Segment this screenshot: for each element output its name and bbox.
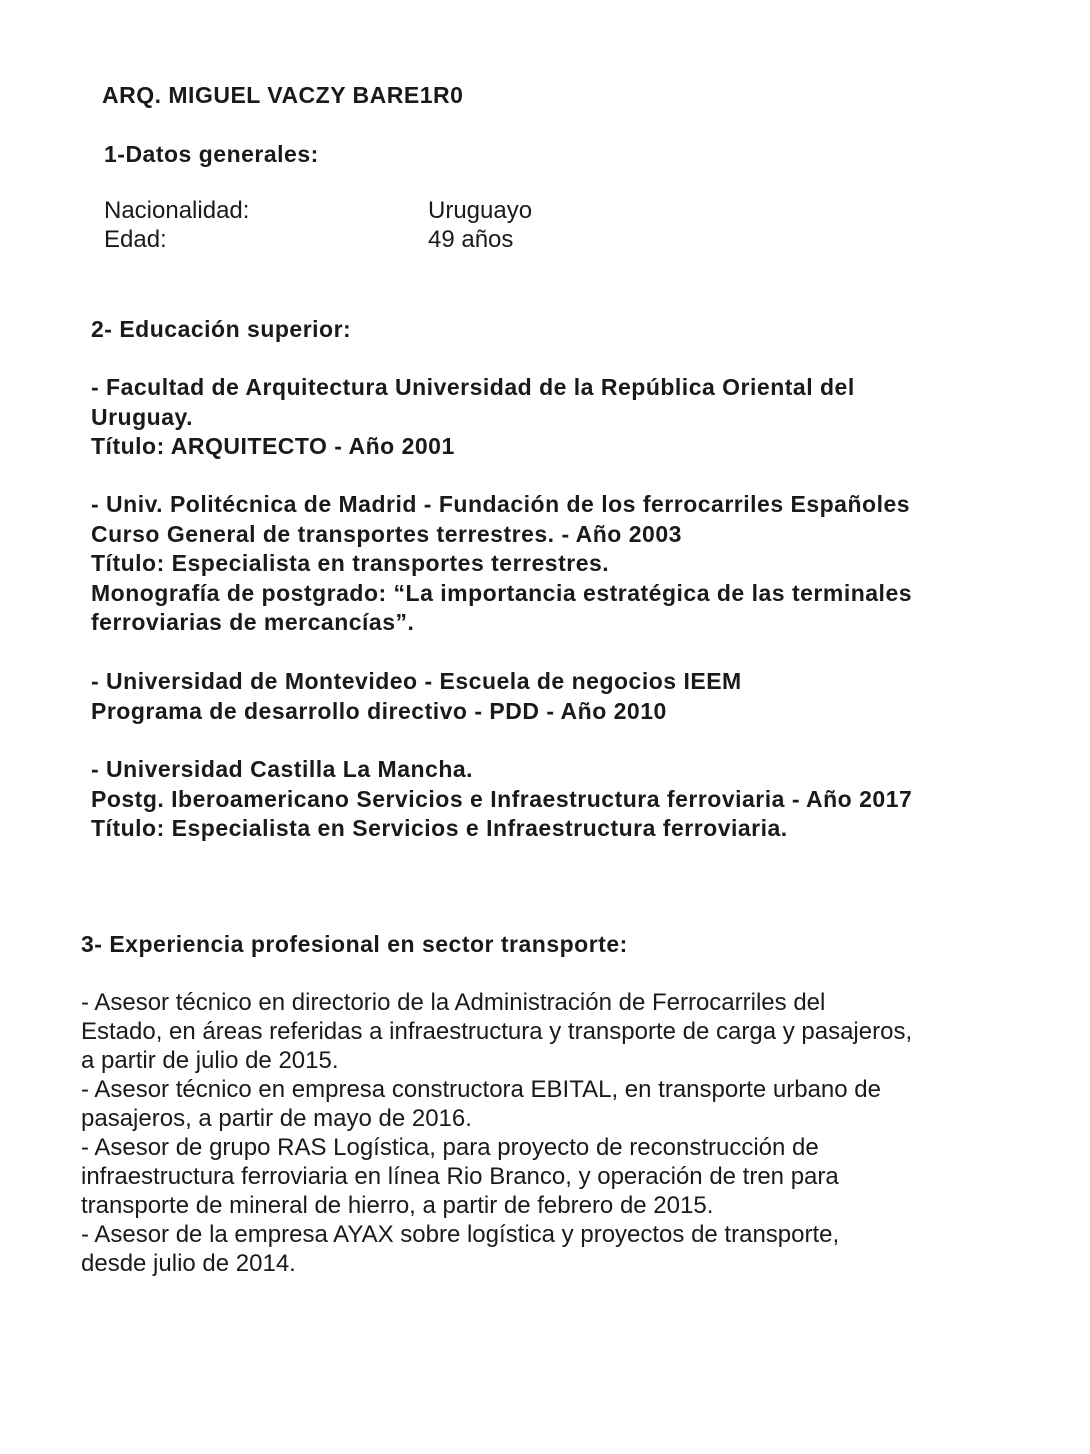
education-entry: [91, 490, 912, 638]
section-heading: 2- Educación superior:: [91, 316, 352, 342]
nationality-value: Uruguayo: [428, 197, 533, 224]
experience-line: - Asesor de grupo RAS Logística, para proyecto de reconstrucción de: [81, 1134, 819, 1161]
experience-line: Estado, en áreas referidas a infraestructura y transporte de carga y pasajeros,: [81, 1018, 913, 1045]
age-label: Edad:: [104, 226, 167, 253]
person-name: ARQ. MIGUEL VACZY BARE1R0: [102, 82, 464, 108]
experience-line: pasajeros, a partir de mayo de 2016.: [81, 1105, 472, 1132]
entry-line: Uruguay.: [91, 403, 193, 430]
education-entry: [91, 373, 855, 462]
entry-line: Curso General de transportes terrestres. - Año 2003: [91, 520, 682, 547]
age-row: [104, 226, 704, 255]
entry-line: - Universidad Castilla La Mancha.: [91, 756, 474, 782]
nationality-row: [104, 197, 704, 226]
section-1-heading: [104, 140, 319, 170]
section-3-heading: [81, 930, 628, 960]
entry-line: - Universidad de Montevideo - Escuela de negocios IEEM: [91, 668, 742, 694]
entry-line: - Facultad de Arquitectura Universidad de la República Oriental del: [91, 374, 855, 400]
section-2-heading: [91, 315, 351, 345]
experience-line: desde julio de 2014.: [81, 1250, 296, 1277]
experience-line: infraestructura ferroviaria en línea Rio Branco, y operación de tren para: [81, 1163, 839, 1190]
experience-line: transporte de mineral de hierro, a partir de febrero de 2015.: [81, 1192, 714, 1219]
experience-line: - Asesor de la empresa AYAX sobre logística y proyectos de transporte,: [81, 1221, 840, 1248]
section-heading: 1-Datos generales:: [104, 141, 319, 167]
entry-line: ferroviarias de mercancías”.: [91, 609, 415, 635]
education-entry: [91, 667, 742, 726]
document-title: [102, 81, 463, 111]
nationality-label: Nacionalidad:: [104, 197, 250, 224]
entry-line: Programa de desarrollo directivo - PDD - Año 2010: [91, 697, 667, 724]
entry-line: Título: Especialista en Servicios e Infraestructura ferroviaria.: [91, 815, 788, 841]
education-entry: [91, 755, 912, 844]
entry-line: Título: ARQUITECTO - Año 2001: [91, 433, 455, 459]
entry-line: Monografía de postgrado: “La importancia estratégica de las terminales: [91, 579, 913, 606]
section-heading: 3- Experiencia profesional en sector transporte:: [81, 931, 628, 957]
experience-list: [81, 988, 912, 1278]
entry-line: Título: Especialista en transportes terrestres.: [91, 550, 610, 576]
general-data-table: [104, 197, 704, 255]
experience-line: a partir de julio de 2015.: [81, 1047, 339, 1074]
experience-line: - Asesor técnico en directorio de la Administración de Ferrocarriles del: [81, 989, 826, 1016]
entry-line: Postg. Iberoamericano Servicios e Infraestructura ferroviaria - Año 2017: [91, 785, 913, 812]
age-value: 49 años: [428, 226, 514, 253]
entry-line: - Univ. Politécnica de Madrid - Fundación de los ferrocarriles Españoles: [91, 491, 911, 517]
experience-line: - Asesor técnico en empresa constructora EBITAL, en transporte urbano de: [81, 1076, 881, 1103]
